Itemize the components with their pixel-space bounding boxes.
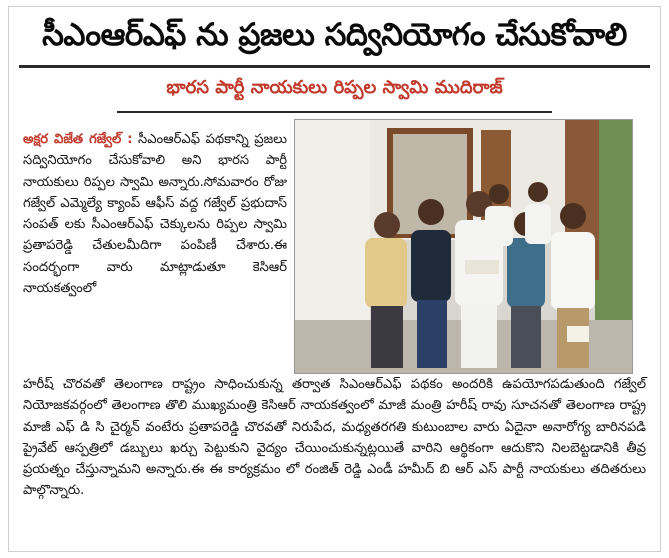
subheadline: భారస పార్టీ నాయకులు రిప్పల స్వామి ముదిరాజ్ — [166, 77, 503, 98]
subheadline-underline — [117, 111, 552, 113]
dateline: అక్షర విజేత గజ్వేల్ : — [23, 132, 133, 147]
article-body-left — [23, 129, 287, 299]
article-body-full — [23, 374, 646, 502]
headline-divider — [19, 65, 650, 68]
news-clipping — [8, 6, 661, 552]
group-photo-illustration — [295, 120, 632, 373]
body-left-text: సీఎంఆర్ఎఫ్ పథకాన్ని ప్రజలు సద్వినియోగం చేసుకోవాలి అని భారస పార్టీ నాయకులు రిప్పల స్వామి అన్నారు.సోమవారం రోజు గజ్వేల్ ఎమ్మెల్యే క్యాంప్ ఆఫీస్ వద్ద గజ్వేల్ ప్రభుదాస్ సంపత్ లకు సీఎంఆర్ఎఫ్ చెక్కులను రిప్పల స్వామి ప్రతాపరెడ్డి చేతులమీదిగా పంపిణీ చేశారు.ఈ సందర్భంగా వారు మాట్లాడుతూ కెసిఆర్ నాయకత్వంలో — [23, 132, 287, 297]
body-full-text: హరీష్ చొరవతో తెలంగాణ రాష్ట్రం సాధించుకున్న తర్వాత సిఎంఆర్ఎఫ్ పథకం అందరికి ఉపయోగపడుతుంది గజ్వేల్ నియోజకవర్గంలో తెలంగాణ తొలి ముఖ్యమంత్రి కెసిఆర్ నాయకత్వంలో మాజీ మంత్రి హరీష్ రావు సూచనతో తెలంగాణ రాష్ట్ర మాజీ ఎఫ్ డి సి చైర్మన్ వంటేరు ప్రతాపరెడ్డి చొరవతో నిరుపేద, మధ్యతరగతి కుటుంబాల వారు ఏదైనా అనారోగ్య బారినపడి ప్రైవేట్ ఆస్పత్రిలో డబ్బులు ఖర్చు పెట్టుకుని వైద్యం చేయించుకున్నట్లయితే వారిని ఆర్థికంగా ఆదుకొని నిలబెట్టడానికి తీవ్ర ప్రయత్నం చేస్తున్నామని అన్నారు.ఈ ఈ కార్యక్రమం లో రంజిత్ రెడ్డి ఎండీ హమీద్ బి ఆర్ ఎస్ పార్టీ నాయకులు తదితరులు పాల్గొన్నారు. — [23, 377, 646, 499]
headline: సీఎంఆర్ఎఫ్ ను ప్రజలు సద్వినియోగం చేసుకోవాలి — [42, 17, 627, 53]
subheadline-wrap — [9, 77, 660, 106]
article-photo — [294, 119, 633, 374]
body-left-paragraph — [23, 129, 287, 299]
